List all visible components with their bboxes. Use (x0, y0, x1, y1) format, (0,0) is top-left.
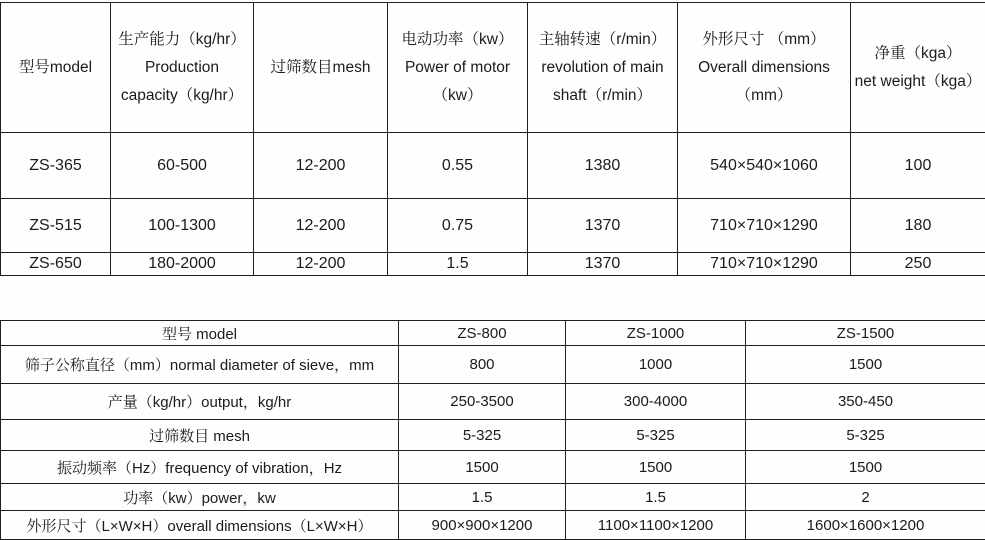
cell-model: ZS-650 (1, 253, 111, 276)
cell-revolution: 1370 (528, 199, 678, 253)
row-label: 型号 model (1, 321, 399, 346)
row-label: 筛子公称直径（mm）normal diameter of sieve，mm (1, 346, 399, 384)
header-line: shaft（r/min） (552, 86, 653, 104)
cell-value: 1500 (566, 451, 746, 484)
header-line: 型号model (18, 58, 93, 76)
cell-value: 1000 (566, 346, 746, 384)
cell-dimensions: 710×710×1290 (678, 199, 851, 253)
table-header-row (1, 3, 985, 133)
table-row-sieve-diameter (1, 346, 985, 384)
header-model (1, 3, 111, 133)
cell-weight: 180 (851, 199, 985, 253)
table-row-output (1, 384, 985, 420)
cell-value: 1.5 (399, 484, 566, 511)
cell-mesh: 12-200 (254, 253, 388, 276)
header-line: 净重（kga） (874, 44, 962, 62)
cell-model: ZS-515 (1, 199, 111, 253)
header-shaft-revolution (528, 3, 678, 133)
table-row-mesh (1, 420, 985, 451)
header-line: Power of motor (404, 58, 511, 76)
table-row (1, 253, 985, 276)
cell-value: 1500 (399, 451, 566, 484)
cell-capacity: 180-2000 (111, 253, 254, 276)
header-line: 外形尺寸 （mm） (702, 30, 826, 48)
cell-value: 1500 (746, 451, 985, 484)
header-line: 主轴转速（r/min） (538, 30, 667, 48)
cell-revolution: 1380 (528, 133, 678, 199)
header-line: 生产能力（kg/hr） (118, 30, 246, 48)
header-line: 过筛数目mesh (270, 58, 371, 76)
header-line: revolution of main (541, 58, 664, 76)
header-line: net weight（kga） (854, 72, 982, 90)
cell-value: 300-4000 (566, 384, 746, 420)
cell-weight: 250 (851, 253, 985, 276)
cell-value: 5-325 (399, 420, 566, 451)
cell-mesh: 12-200 (254, 133, 388, 199)
header-line: capacity（kg/hr） (120, 86, 244, 104)
cell-value: 800 (399, 346, 566, 384)
header-line: 电动功率（kw） (401, 30, 514, 48)
header-net-weight (851, 3, 985, 133)
cell-dimensions: 540×540×1060 (678, 133, 851, 199)
cell-dimensions: 710×710×1290 (678, 253, 851, 276)
cell-power: 0.75 (388, 199, 528, 253)
cell-capacity: 60-500 (111, 133, 254, 199)
cell-value: 350-450 (746, 384, 985, 420)
cell-value: 2 (746, 484, 985, 511)
cell-value: 1500 (746, 346, 985, 384)
cell-capacity: 100-1300 (111, 199, 254, 253)
row-label: 外形尺寸（L×W×H）overall dimensions（L×W×H） (1, 511, 399, 540)
row-label: 振动频率（Hz）frequency of vibration，Hz (1, 451, 399, 484)
table-row (1, 133, 985, 199)
cell-value: ZS-1000 (566, 321, 746, 346)
row-label: 产量（kg/hr）output，kg/hr (1, 384, 399, 420)
cell-value: 5-325 (566, 420, 746, 451)
table-row-power (1, 484, 985, 511)
cell-value: 1.5 (566, 484, 746, 511)
cell-power: 0.55 (388, 133, 528, 199)
cell-model: ZS-365 (1, 133, 111, 199)
table-row-overall-dimensions (1, 511, 985, 540)
cell-value: ZS-800 (399, 321, 566, 346)
header-overall-dimensions (678, 3, 851, 133)
header-mesh (254, 3, 388, 133)
table-row-vibration-frequency (1, 451, 985, 484)
table-row-model (1, 321, 985, 346)
header-line: Overall dimensions (698, 58, 830, 76)
cell-value: ZS-1500 (746, 321, 985, 346)
header-line: （kw） (432, 86, 483, 104)
cell-weight: 100 (851, 133, 985, 199)
cell-value: 1100×1100×1200 (566, 511, 746, 540)
header-line: （mm） (735, 86, 793, 104)
table-row (1, 199, 985, 253)
cell-revolution: 1370 (528, 253, 678, 276)
header-motor-power (388, 3, 528, 133)
spec-table-small-models (0, 2, 985, 276)
cell-value: 5-325 (746, 420, 985, 451)
row-label: 功率（kw）power，kw (1, 484, 399, 511)
cell-mesh: 12-200 (254, 199, 388, 253)
cell-value: 250-3500 (399, 384, 566, 420)
cell-value: 900×900×1200 (399, 511, 566, 540)
header-line: Production (144, 58, 220, 76)
row-label: 过筛数目 mesh (1, 420, 399, 451)
cell-value: 1600×1600×1200 (746, 511, 985, 540)
cell-power: 1.5 (388, 253, 528, 276)
header-production-capacity (111, 3, 254, 133)
spec-table-large-models (0, 320, 985, 540)
